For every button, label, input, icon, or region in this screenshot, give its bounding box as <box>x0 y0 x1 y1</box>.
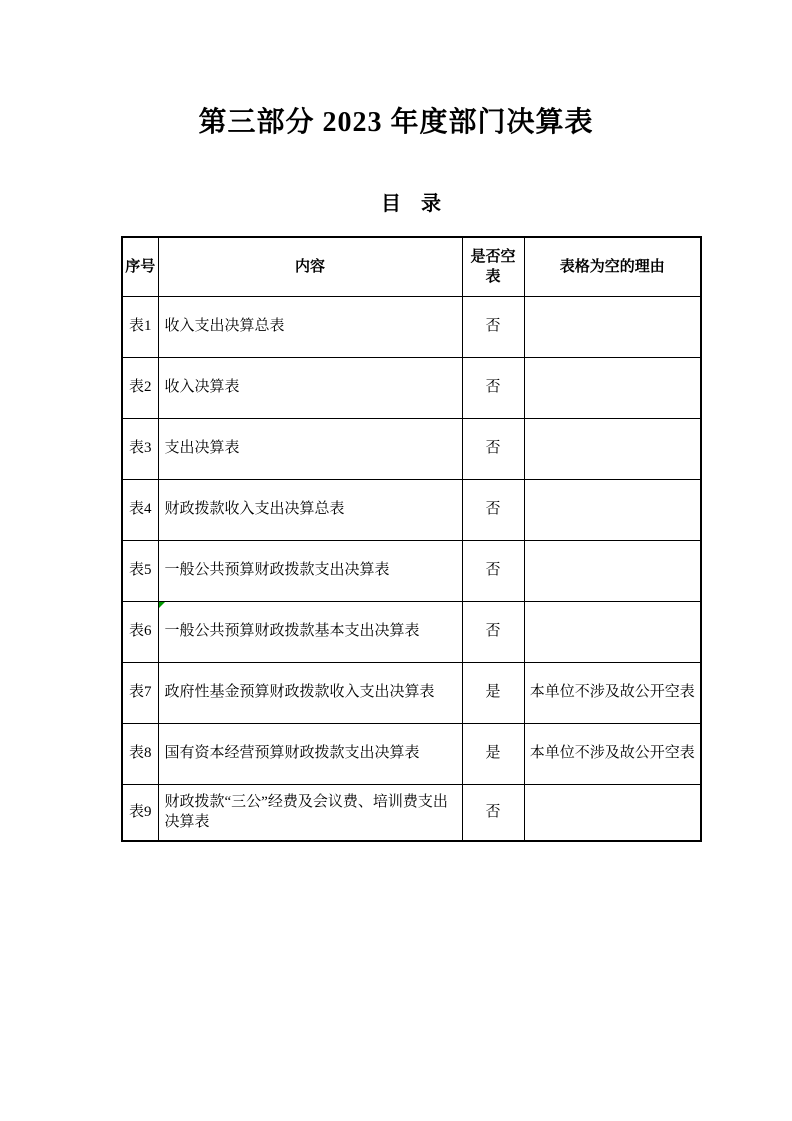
content-cell: 财政拨款收入支出决算总表 <box>158 479 462 540</box>
document-title: 第三部分 2023 年度部门决算表 <box>198 107 594 138</box>
column-header-0: 序号 <box>122 237 158 296</box>
toc-table <box>121 236 702 842</box>
content-cell: 收入支出决算总表 <box>158 296 462 357</box>
table-row <box>122 418 701 479</box>
content-cell: 一般公共预算财政拨款基本支出决算表 <box>158 601 462 662</box>
column-header-1: 内容 <box>158 237 462 296</box>
reason-cell: 本单位不涉及故公开空表 <box>524 723 701 784</box>
row-number-cell: 表6 <box>122 601 158 662</box>
table-row <box>122 784 701 841</box>
empty-flag-cell: 是 <box>462 723 524 784</box>
toc-heading: 目 录 <box>381 193 441 215</box>
row-number-cell: 表5 <box>122 540 158 601</box>
column-header-2: 是否空表 <box>462 237 524 296</box>
reason-cell <box>524 540 701 601</box>
table-row <box>122 723 701 784</box>
reason-cell: 本单位不涉及故公开空表 <box>524 662 701 723</box>
table-row <box>122 662 701 723</box>
content-cell: 收入决算表 <box>158 357 462 418</box>
reason-cell <box>524 418 701 479</box>
reason-cell <box>524 296 701 357</box>
row-number-cell: 表1 <box>122 296 158 357</box>
table-row <box>122 296 701 357</box>
row-number-cell: 表9 <box>122 784 158 841</box>
row-number-cell: 表2 <box>122 357 158 418</box>
row-number-cell: 表7 <box>122 662 158 723</box>
row-number-cell: 表3 <box>122 418 158 479</box>
table-row <box>122 601 701 662</box>
empty-flag-cell: 否 <box>462 479 524 540</box>
content-cell: 政府性基金预算财政拨款收入支出决算表 <box>158 662 462 723</box>
table-row <box>122 540 701 601</box>
empty-flag-cell: 否 <box>462 357 524 418</box>
empty-flag-cell: 否 <box>462 784 524 841</box>
reason-cell <box>524 357 701 418</box>
reason-cell <box>524 601 701 662</box>
toc-table-header-row <box>122 237 701 296</box>
row-number-cell: 表8 <box>122 723 158 784</box>
cell-error-marker-icon <box>159 602 165 608</box>
empty-flag-cell: 否 <box>462 418 524 479</box>
table-row <box>122 357 701 418</box>
content-cell: 支出决算表 <box>158 418 462 479</box>
content-cell: 财政拨款“三公”经费及会议费、培训费支出决算表 <box>158 784 462 841</box>
reason-cell <box>524 479 701 540</box>
row-number-cell: 表4 <box>122 479 158 540</box>
empty-flag-cell: 是 <box>462 662 524 723</box>
content-cell: 国有资本经营预算财政拨款支出决算表 <box>158 723 462 784</box>
empty-flag-cell: 否 <box>462 296 524 357</box>
column-header-3: 表格为空的理由 <box>524 237 701 296</box>
toc-table-body <box>122 296 701 841</box>
content-cell: 一般公共预算财政拨款支出决算表 <box>158 540 462 601</box>
empty-flag-cell: 否 <box>462 601 524 662</box>
reason-cell <box>524 784 701 841</box>
empty-flag-cell: 否 <box>462 540 524 601</box>
table-row <box>122 479 701 540</box>
